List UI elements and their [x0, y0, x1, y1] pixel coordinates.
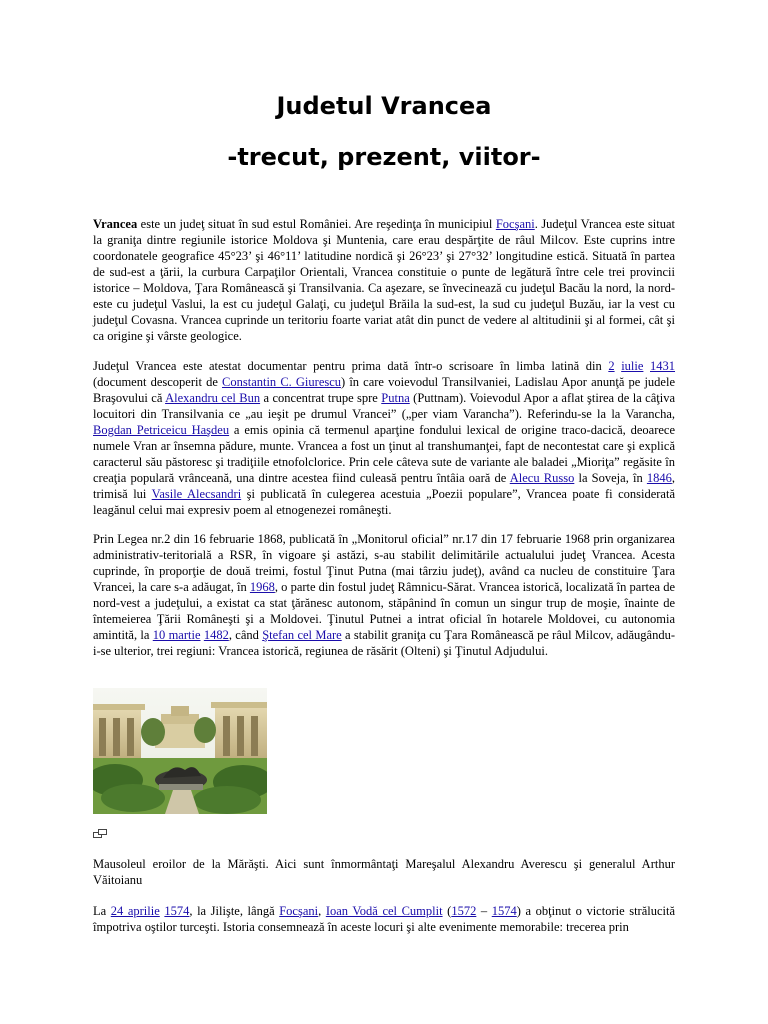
text-run: , când: [228, 628, 263, 642]
link-stefan-cel-mare[interactable]: Ştefan cel Mare: [262, 628, 342, 642]
text-run: (: [442, 904, 452, 918]
link-1846[interactable]: 1846: [646, 471, 672, 485]
image-resize-handle-icon[interactable]: [93, 826, 107, 844]
text-run: Judeţul Vrancea este atestat documentar pentru prima dată într-o scrisoare în limba latină din: [93, 359, 609, 373]
text-run: . Judeţul Vrancea este situat la graniţa dintre regiunile istorice Moldova şi Muntenia, care erau despărţite de râul Milcov. Este cuprins intre coordonatele geografice 45°23’ şi 46°11’ latitudine nordică şi 26°23’ şi 27°32’ longitudine estică. Situată în partea de sud-est a ţării, la curbura Carpaţilor Orientali, Vrancea constituie o punte de legătură între cele trei provincii istorice – Moldova, Ţara Românească şi Transilvania. Ca aşezare, se învecinează cu judeţul Bacău la nord, la nord-este cu judeţul Vaslui, la est cu judeţul Galaţi, cu judeţul Brăila la sud-est, la sud cu judeţul Buzău, iar la vest cu judeţul Covasna. Vrancea cuprinde un teritoriu foarte variat atât din punct de vedere al altitudinii şi al formei, cât şi ca origine şi vârste geologice.: [93, 217, 676, 343]
paragraph-battle: [93, 903, 675, 935]
link-1574-end[interactable]: 1574: [491, 904, 517, 918]
text-run: ) în care voievodul Transilvaniei, Ladislau Apor anunţă pe judele Braşovului că: [93, 375, 675, 405]
link-ioan-voda[interactable]: Ioan Vodă cel Cumplit: [325, 904, 443, 918]
text-run: la Soveja, în: [574, 471, 647, 485]
text-run: , trimisă lui: [93, 471, 675, 501]
document-title: Judetul Vrancea: [276, 92, 492, 120]
link-1574[interactable]: 1574: [164, 904, 190, 918]
link-focsani[interactable]: Focşani: [495, 217, 535, 231]
link-1572[interactable]: 1572: [451, 904, 477, 918]
bold-lead: Vrancea: [93, 217, 138, 231]
link-hasdeu[interactable]: Bogdan Petriceicu Haşdeu: [93, 423, 230, 437]
link-10-martie[interactable]: 10 martie: [152, 628, 201, 642]
text-run: –: [476, 904, 492, 918]
text-run: (document descoperit de: [93, 375, 223, 389]
text-run: Prin Legea nr.2 din 16 februarie 1868, publicată în „Monitorul oficial” nr.17 din 17 februarie 1968 prin organizarea administrativ-teritorială a RSR, în vigoare şi astăzi, s-au stabilit delimitările actualului judeţ Vrancea. Acesta cuprinde, în proporţie de două treimi, fostul Ţinut Putna (mai târziu judeţ), având ca nucleu de constituire Ţara Vrancei, la care s-a adăugat, în: [93, 532, 675, 594]
text-run: a stabilit graniţa cu Ţara Românească pe râul Milcov, adăugându-i-se ulterior, trei regiuni: Vrancea istorică, regiunea de răsărit (Olteni) şi Ţinutul Adjudului.: [93, 628, 675, 658]
text-run: a concentrat trupe spre: [260, 391, 382, 405]
link-vasile-alecsandri[interactable]: Vasile Alecsandri: [151, 487, 242, 501]
link-focsani-2[interactable]: Focşani: [279, 904, 319, 918]
text-run: este un judeţ situat în sud estul României. Are reşedinţa în municipiul: [137, 217, 496, 231]
link-1482[interactable]: 1482: [203, 628, 229, 642]
link-24-aprilie[interactable]: 24 aprilie: [110, 904, 160, 918]
text-run: (Puttnam). Voievodul Apor a aflat ştirea de la câţiva locuitori din Transilvania ce „au ieşit pe drumul Vrancei” („per viam Varancha”). Referindu-se la la Varancha,: [93, 391, 675, 421]
link-alecu-russo[interactable]: Alecu Russo: [509, 471, 575, 485]
paragraph-intro: [93, 216, 675, 344]
text-run: a emis opinia că termenul aparţine fondului lexical de origine traco-dacică, deoarece numele Vran ar însemna pădure, munte. Vrancea a fost un ţinut al transhumanţei, fapt de necontestat care şi explică caracterul său păstoresc şi tradiţiile etnofolclorice. Prin cele câteva sute de variante ale baladei „Mioriţa” regăsite în creaţia populară vrânceană, una dintre acestea fiind culeasă pentru întâia oară de: [93, 423, 676, 485]
link-2[interactable]: 2: [608, 359, 615, 373]
document-subtitle: -trecut, prezent, viitor-: [227, 143, 541, 171]
text-run: , la Jilişte, lângă: [189, 904, 280, 918]
link-putna[interactable]: Putna: [381, 391, 410, 405]
text-run: , o parte din fostul judeţ Râmnicu-Sărat. Vrancea istorică, localizată în partea de nord-vest a judeţului, a existat ca stat ţărănesc autonom, stăpânind în comun un singur trup de moşie, înainte de întemeierea Ţării Româneşti şi a Moldovei. Ţinutul Putnei a intrat oficial în hotarele Moldovei, cu autonomia amintită, la: [93, 580, 675, 642]
link-1431[interactable]: 1431: [650, 359, 676, 373]
link-alexandru-cel-bun[interactable]: Alexandru cel Bun: [165, 391, 261, 405]
link-giurescu[interactable]: Constantin C. Giurescu: [222, 375, 342, 389]
paragraph-history: [93, 358, 675, 518]
photo-caption: Mausoleul eroilor de la Mărăşti. Aici sunt înmormântaţi Mareşalul Alexandru Averescu şi generalul Arthur Văitoianu: [93, 857, 675, 887]
text-run: La: [93, 904, 111, 918]
text-run: ) a obţinut o victorie strălucită împotriva oştilor turceşti. Istoria consemnează în aceste locuri şi alte evenimente memorabile: trecerea prin: [93, 904, 676, 934]
link-iulie[interactable]: iulie: [621, 359, 644, 373]
text-run: ,: [318, 904, 326, 918]
text-run: şi publicată în culegerea acestuia „Poezii populare”, Vrancea poate fi considerată leagănul celui mai expresiv poem al etnogenezei româneşti.: [93, 487, 675, 517]
link-1968[interactable]: 1968: [249, 580, 275, 594]
paragraph-law: [93, 531, 675, 659]
mausoleum-photo: [93, 688, 267, 814]
